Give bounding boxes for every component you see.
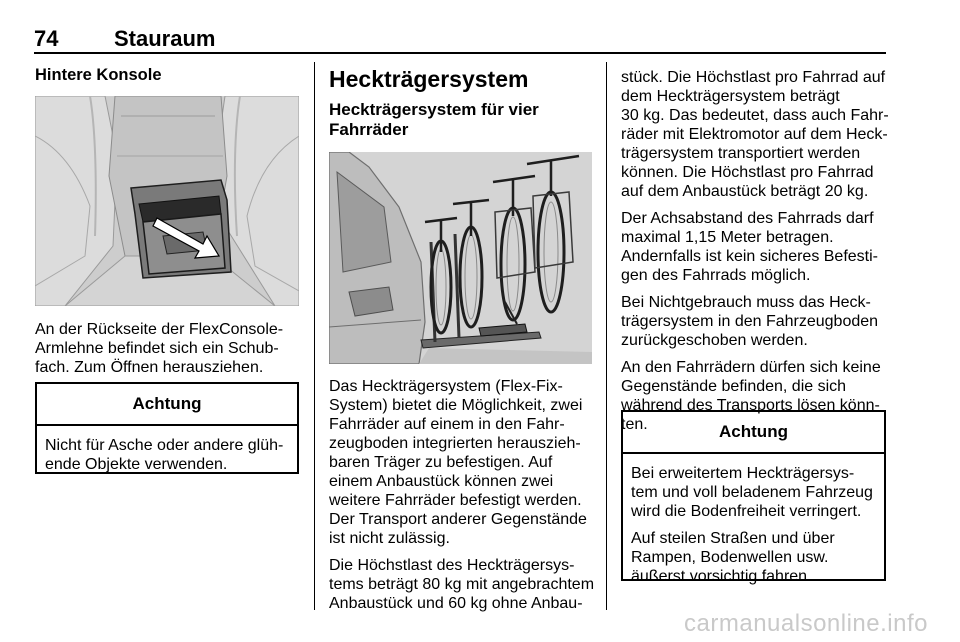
stowing-text: Bei Nichtgebrauch muss das Heck- trägersystem in den Fahrzeugboden zurückgeschoben werden. xyxy=(621,294,879,349)
right-column xyxy=(621,68,889,442)
header-rule xyxy=(34,52,886,54)
warning-text: Nicht für Asche oder andere glüh- ende Objekte verwenden. xyxy=(45,437,284,473)
ground-clearance-text: Bei erweitertem Heckträgersys- tem und voll beladenem Fahrzeug wird die Bodenfreiheit verringert. xyxy=(631,465,873,520)
left-body xyxy=(35,320,303,385)
loose-objects-text: An den Fahrrädern dürfen sich keine Gegenstände befinden, die sich während des Transports lösen könn- ten. xyxy=(621,359,881,433)
watermark: carmanualsonline.info xyxy=(684,610,928,637)
left-column xyxy=(35,66,300,85)
rear-console-drawer-illustration xyxy=(35,96,299,306)
load-per-bike-text: stück. Die Höchstlast pro Fahrrad auf dem Heckträgersystem beträgt 30 kg. Das bedeutet, dass auch Fahr- räder mit Elektromotor auf dem Heck- trägersystem transportiert werden können. Die Höchstlast pro Fahrrad auf dem Anbaustück beträgt 20 kg. xyxy=(621,69,889,200)
subheading-four-bikes: Heckträgersystem für vier Fahrräder xyxy=(329,100,539,139)
warning-box-right xyxy=(621,410,886,585)
warning-text-right xyxy=(623,454,884,588)
section-heading-rear-console: Hintere Konsole xyxy=(35,66,162,84)
section-heading-bike-carrier: Heckträgersystem xyxy=(329,66,529,92)
bike-carrier-four-bikes-illustration xyxy=(329,152,592,364)
middle-column xyxy=(329,66,599,140)
rear-console-description: An der Rückseite der FlexConsole- Armlehne befindet sich ein Schub- fach. Zum Öffnen herausziehen. xyxy=(35,321,284,376)
warning-title-right: Achtung xyxy=(623,412,884,454)
bike-carrier-image xyxy=(329,152,592,364)
careful-driving-text: Auf steilen Straßen und über Rampen, Bodenwellen usw. äußerst vorsichtig fahren. xyxy=(631,530,835,585)
warning-title: Achtung xyxy=(37,384,297,426)
max-load-text: Die Höchstlast des Heckträgersys- tems beträgt 80 kg mit angebrachtem Anbaustück und 60 kg ohne Anbau- xyxy=(329,557,595,612)
rear-console-image xyxy=(35,96,299,306)
page-number: 74 xyxy=(34,26,59,51)
chapter-title: Stauraum xyxy=(114,26,216,51)
column-divider-2 xyxy=(606,62,607,610)
warning-box-left xyxy=(35,382,299,474)
bike-carrier-description: Das Heckträgersystem (Flex-Fix- System) bietet die Möglichkeit, zwei Fahrräder auf einem in den Fahr- zeugboden integrierten herauszieh- baren Träger zu befestigen. Auf einem Anbaustück können zwei weitere Fahrräder befestigt werden. Der Transport anderer Gegenstände ist nicht zulässig. xyxy=(329,378,587,547)
column-divider-1 xyxy=(314,62,315,610)
middle-body xyxy=(329,377,601,621)
wheelbase-text: Der Achsabstand des Fahrrads darf maximal 1,15 Meter betragen. Andernfalls ist kein sicheres Befesti- gen des Fahrrads möglich. xyxy=(621,210,878,284)
